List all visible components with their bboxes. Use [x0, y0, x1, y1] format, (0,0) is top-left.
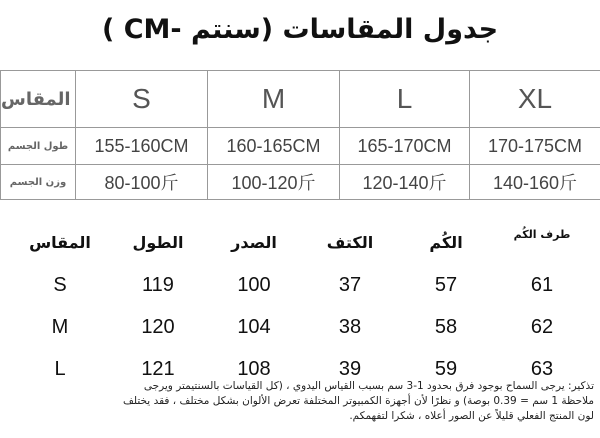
- body-weight-label: وزن الجسم: [1, 165, 76, 200]
- body-weight-row: [1, 165, 600, 200]
- body-length-l: 165-170CM: [340, 128, 470, 165]
- table-row: [10, 306, 590, 348]
- cell-chest: 108: [237, 357, 271, 380]
- disclaimer-note: [6, 379, 594, 424]
- size-s-cell: S: [76, 71, 208, 128]
- size-m-cell: M: [208, 71, 340, 128]
- body-length-m: 160-165CM: [208, 128, 340, 165]
- size-xl-cell: XL: [470, 71, 600, 128]
- size-l-cell: L: [340, 71, 470, 128]
- cell-shoulder: 38: [338, 315, 362, 338]
- note-line-1: تذكير: يرجى السماح بوجود فرق بحدود 1-3 سم بسبب القياس اليدوي ، (كل القياسات بالسنتيمتر ويرجى: [143, 380, 594, 392]
- cell-cuff: 62: [530, 315, 554, 338]
- body-length-label: طول الجسم: [1, 128, 76, 165]
- col-size-header: المقاس: [29, 232, 91, 252]
- cell-length: 121: [141, 357, 175, 380]
- body-length-s: 155-160CM: [76, 128, 208, 165]
- col-shoulder-header: الكتف: [326, 232, 374, 252]
- body-length-row: [1, 128, 600, 165]
- cell-length: 119: [142, 273, 174, 296]
- cell-size: M: [51, 315, 69, 338]
- note-line-2: ملاحظة 1 سم = 0.39 بوصة) و نظرًا لأن أجهزة الكمبيوتر المختلفة تعرض الألوان بشكل مختلف ، فقد يختلف: [123, 395, 594, 407]
- cell-shoulder: 39: [338, 357, 362, 380]
- table-row: [10, 258, 590, 306]
- cell-cuff: 63: [530, 357, 554, 380]
- measurements-header-row: [10, 226, 590, 258]
- cell-size: S: [53, 273, 67, 296]
- measurements-table: [10, 226, 590, 390]
- size-grid-table: [0, 70, 600, 200]
- body-weight-s: 80-100斤: [76, 165, 208, 200]
- cell-shoulder: 37: [338, 273, 362, 296]
- cell-chest: 104: [237, 315, 271, 338]
- cell-length: 120: [141, 315, 175, 338]
- cell-sleeve: 57: [434, 273, 458, 296]
- col-cuff-header: طرف الكُم: [513, 228, 571, 241]
- col-chest-header: الصدر: [231, 232, 277, 252]
- col-sleeve-header: الكُم: [429, 232, 463, 252]
- cell-size: L: [54, 357, 66, 380]
- note-line-3: لون المنتج الفعلي قليلاً عن الصور أعلاه ، شكرا لتفهمكم.: [349, 410, 594, 422]
- cell-sleeve: 59: [434, 357, 458, 380]
- body-weight-xl: 140-160斤: [470, 165, 600, 200]
- col-length-header: الطول: [132, 232, 184, 252]
- cell-cuff: 61: [530, 273, 554, 296]
- cell-sleeve: 58: [434, 315, 458, 338]
- body-length-xl: 170-175CM: [470, 128, 600, 165]
- body-weight-m: 100-120斤: [208, 165, 340, 200]
- size-label-cell: المقاس: [1, 71, 76, 128]
- cell-chest: 100: [237, 273, 271, 296]
- page-title: جدول المقاسات (سنتم -CM ): [101, 14, 499, 45]
- size-header-row: [1, 71, 600, 128]
- body-weight-l: 120-140斤: [340, 165, 470, 200]
